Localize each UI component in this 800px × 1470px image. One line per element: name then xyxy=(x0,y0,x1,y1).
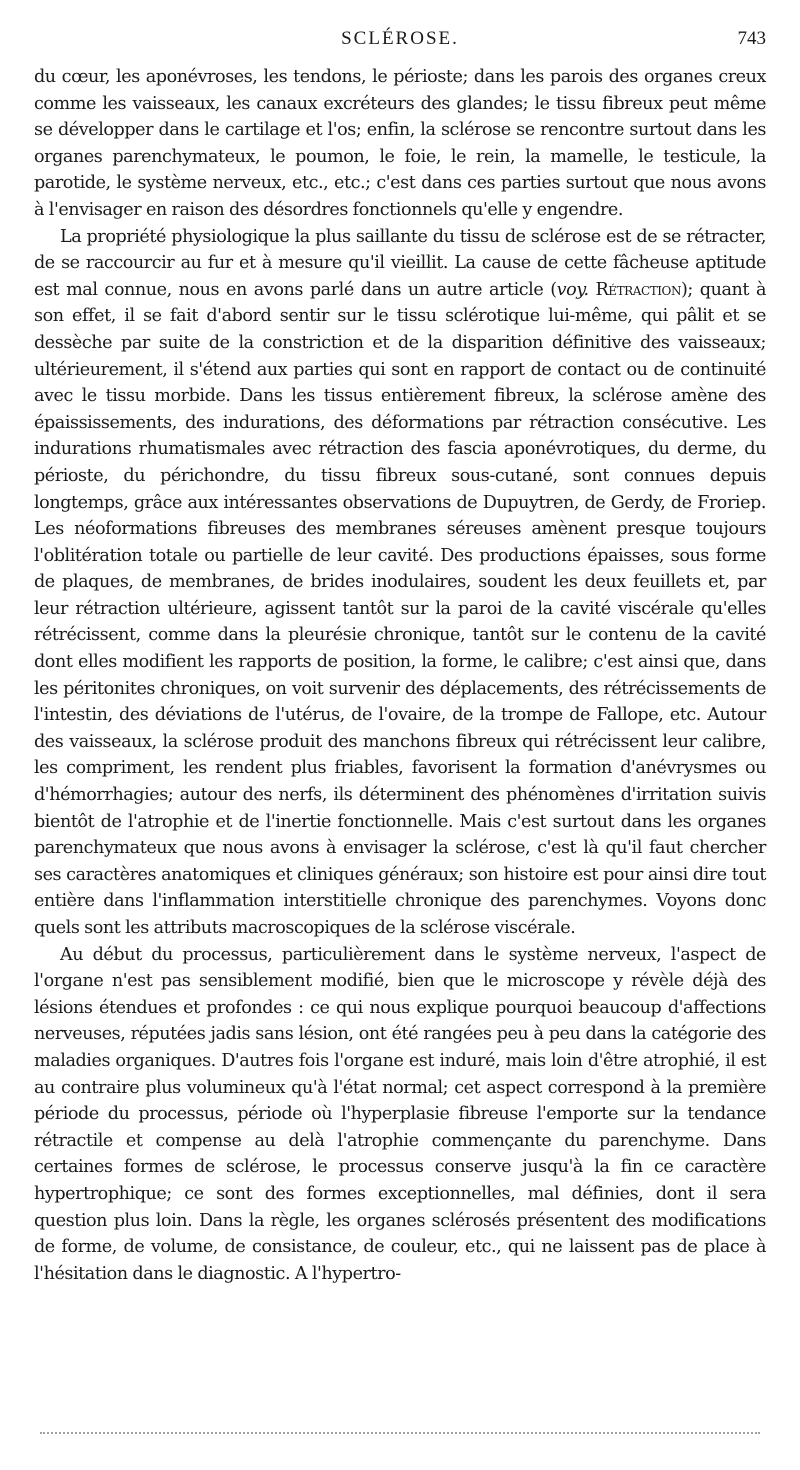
reference-voy: voy. xyxy=(556,279,589,300)
paragraph-text-after-reference: ); quant à son effet, il se fait d'abord sentir sur le tissu sclérotique lui-même, qui pâlit et se dessèche par suite de la constriction et de la disparition définitive des vaisseaux; ultérieurement, il s'étend aux parties qui sont en rapport de contact ou de continuité avec le tissu morbide. Dans les tissus entièrement fibreux, la sclérose amène des épaississements, des indurations, des déformations par rétraction consécutive. Les indurations rhumatismales avec rétraction des fascia aponévrotiques, du derme, du périoste, du périchondre, du tissu fibreux sous-cutané, sont connues depuis longtemps, grâce aux intéressantes observations de Dupuytren, de Gerdy, de Froriep. Les néoformations fibreuses des membranes séreuses amènent presque toujours l'oblitération totale ou partielle de leur cavité. Des productions épaisses, sous forme de plaques, de membranes, de brides inodulaires, soudent les deux feuillets et, par leur rétraction ultérieure, agissent tantôt sur la paroi de la cavité viscérale qu'elles rétrécissent, comme dans la pleurésie chronique, tantôt sur le contenu de la cavité dont elles modifient les rapports de position, la forme, le calibre; c'est ainsi que, dans les péritonites chroniques, on voit survenir des déplacements, des rétrécissements de l'intestin, des déviations de l'utérus, de l'ovaire, de la trompe de Fallope, etc. Autour des vaisseaux, la sclérose produit des manchons fibreux qui rétrécissent leur calibre, les compriment, les rendent plus friables, favorisent la formation d'anévrysmes ou d'hémorrhagies; autour des nerfs, ils déterminent des phénomènes d'irritation suivis bientôt de l'atrophie et de l'inertie fonctionnelle. Mais c'est surtout dans les organes parenchymateux que nous avons à envisager la sclérose, c'est là qu'il faut chercher ses caractères anatomiques et cliniques généraux; son histoire est pour ainsi dire tout entière dans l'inflammation interstitielle chronique des parenchymes. Voyons donc quels sont les attributs macroscopiques de la sclérose viscérale. xyxy=(34,279,766,938)
paragraph-continuation: du cœur, les aponévroses, les tendons, le périoste; dans les parois des organes creux comme les vaisseaux, les canaux excréteurs des glandes; le tissu fibreux peut même se développer dans le cartilage et l'os; enfin, la sclérose se rencontre surtout dans les organes parenchymateux, le poumon, le foie, le rein, la mamelle, le testicule, la parotide, le système nerveux, etc., etc.; c'est dans ces parties surtout que nous avons à l'envisager en raison des désordres fonctionnels qu'elle y engendre. xyxy=(34,67,766,220)
paragraph-process-onset: Au début du processus, particulièrement dans le système nerveux, l'aspect de l'organe n'est pas sensiblement modifié, bien que le microscope y révèle déjà des lésions étendues et profondes : ce qui nous explique pourquoi beaucoup d'affections nerveuses, réputées jadis sans lésion, ont été rangées peu à peu dans la catégorie des maladies organiques. D'autres fois l'organe est induré, mais loin d'être atrophié, il est au contraire plus volumineux qu'à l'état normal; cet aspect correspond à la première période du processus, période où l'hyperplasie fibreuse l'emporte sur la tendance rétractile et compense au delà l'atrophie commençante du parenchyme. Dans certaines formes de sclérose, le processus conserve jusqu'à la fin ce caractère hypertrophique; ce sont des formes exceptionnelles, mal définies, dont il sera question plus loin. Dans la règle, les organes sclérosés présentent des modifications de forme, de volume, de consistance, de couleur, etc., qui ne laissent pas de place à l'hésitation dans le diagnostic. A l'hypertro- xyxy=(34,944,766,1284)
paragraph-retraction xyxy=(34,224,766,942)
cross-reference-article: Rétraction xyxy=(595,279,681,300)
page-number: 743 xyxy=(737,28,766,49)
paragraph-text-before-reference: La propriété physiologique la plus saillante du tissu de sclérose est de se rétracter, de se raccourcir au fur et à mesure qu'il vieillit. La cause de cette fâcheuse aptitude est mal connue, nous en avons parlé dans un autre article ( xyxy=(34,226,766,300)
bottom-divider xyxy=(40,1432,760,1434)
running-head xyxy=(34,28,766,56)
body-text xyxy=(34,64,766,1287)
running-title: SCLÉROSE. xyxy=(341,28,459,49)
